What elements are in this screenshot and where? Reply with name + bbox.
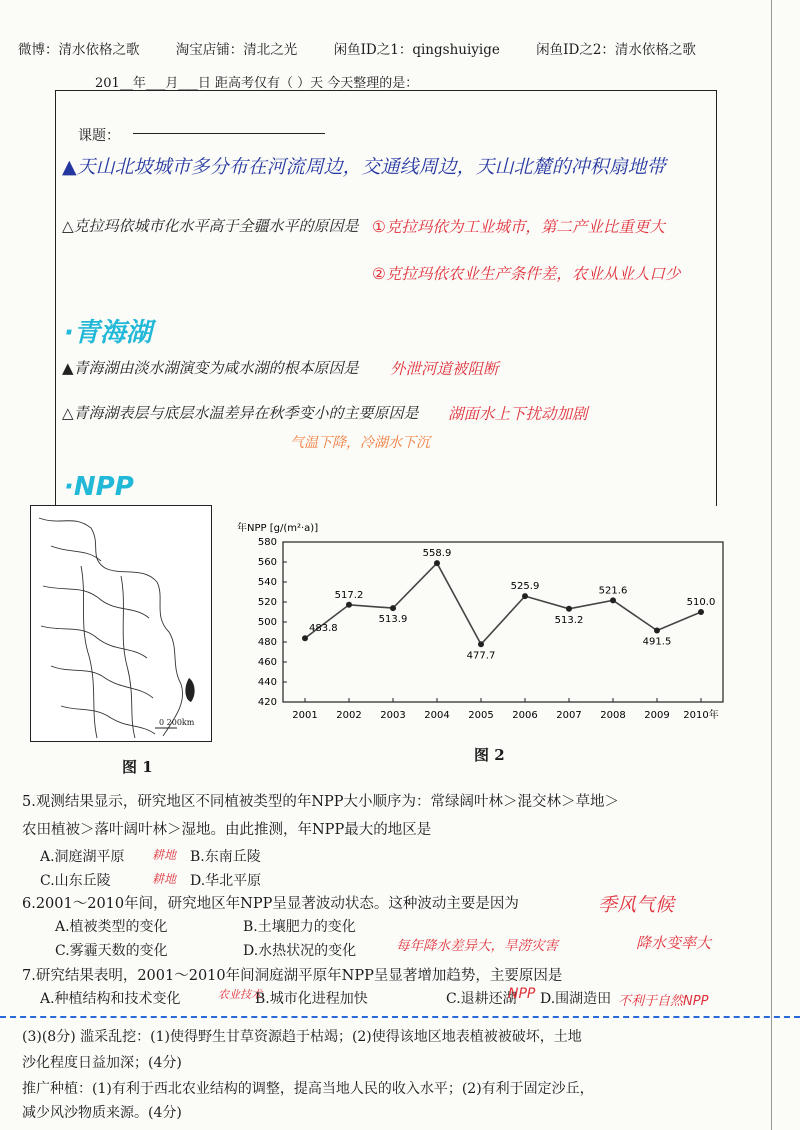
data-label: 558.9 (422, 548, 452, 560)
q5-option-d: D.华北平原 (190, 873, 262, 889)
y-tick-label: 560 (257, 557, 277, 568)
data-label: 513.9 (378, 614, 408, 626)
q7-option-d: D.围湖造田 (540, 991, 612, 1007)
data-point (478, 641, 484, 647)
data-point (302, 635, 308, 641)
note-kelamayi-answer-1: ①克拉玛依为工业城市，第二产业比重更大 (372, 218, 665, 236)
q6-option-d: D.水热状况的变化 (243, 943, 357, 959)
y-tick-label: 580 (257, 537, 277, 548)
x-tick-label: 2002 (336, 710, 362, 721)
q6-option-a: A.植被类型的变化 (55, 919, 168, 935)
chart-series-line (305, 563, 701, 644)
figure-1-label: 图 1 (122, 758, 153, 776)
chart-plot-area (283, 542, 723, 702)
q5-option-b: B.东南丘陵 (190, 849, 261, 865)
x-tick-label: 2005 (468, 710, 494, 721)
q7-note-1: 农业技术 (218, 988, 262, 1001)
q6-option-c: C.雾霾天数的变化 (55, 943, 168, 959)
x-tick-label: 2003 (380, 710, 406, 721)
note-qinghai-question-2: △青海湖表层与底层水温差异在秋季变小的主要原因是 (62, 404, 419, 422)
data-point (610, 597, 616, 603)
data-label: 521.6 (598, 585, 628, 597)
q7-option-b: B.城市化进程加快 (255, 991, 368, 1007)
x-tick-label: 2007 (556, 710, 582, 721)
note-qinghai-title: ·青海湖 (64, 318, 152, 348)
note-tianshan: ▲天山北坡城市多分布在河流周边，交通线周边，天山北麓的冲积扇地带 (62, 156, 666, 178)
note-qinghai-answer-2: 湖面水上下扰动加剧 (448, 405, 588, 423)
q5-option-c: C.山东丘陵 (40, 873, 111, 889)
page-edge (771, 0, 772, 1130)
data-label: 491.5 (642, 636, 672, 648)
y-tick-label: 440 (257, 677, 277, 688)
q5-note-a: 耕地 (152, 848, 177, 862)
x-tick-label: 2008 (600, 710, 626, 721)
note-npp-title: ·NPP (64, 472, 134, 502)
q6-note-3: 降水变率大 (636, 934, 712, 952)
y-tick-label: 520 (257, 597, 277, 608)
answer-4-line-2: 减少风沙物质来源。(4分) (22, 1105, 182, 1121)
answer-3-line-1: (3)(8分) 滥采乱挖：(1)使得野生甘草资源趋于枯竭；(2)使得该地区地表植被被破坏，土地 (22, 1029, 582, 1045)
date-line: 201__年___月___日 距高考仅有（ ）天 今天整理的是： (95, 76, 419, 91)
question-5-line-2: 农田植被＞落叶阔叶林＞湿地。由此推测，年NPP最大的地区是 (22, 822, 432, 838)
x-tick-label: 2006 (512, 710, 538, 721)
x-tick-label: 2010年 (683, 710, 719, 721)
q7-note-3: 不利于自然NPP (618, 994, 709, 1009)
figure-1-map (30, 505, 212, 742)
lesson-label: 课题： (78, 128, 120, 144)
note-kelamayi-question: △克拉玛依城市化水平高于全疆水平的原因是 (62, 217, 359, 235)
data-label: 510.0 (686, 597, 716, 608)
data-point (390, 605, 396, 611)
map-scale: 0 200km (159, 718, 195, 727)
answer-3-line-2: 沙化程度日益加深；(4分) (22, 1055, 182, 1071)
header-line (18, 38, 728, 58)
question-5-line-1: 5.观测结果显示，研究地区不同植被类型的年NPP大小顺序为：常绿阔叶林＞混交林＞草地＞ (22, 794, 620, 810)
map-drawing (31, 506, 211, 741)
data-point (566, 606, 572, 612)
q5-note-c: 耕地 (152, 872, 177, 886)
x-tick-label: 2001 (292, 710, 318, 721)
data-label: 513.2 (554, 614, 584, 626)
y-tick-label: 540 (257, 577, 277, 588)
y-tick-label: 480 (257, 637, 277, 648)
note-kelamayi-answer-2: ②克拉玛依农业生产条件差，农业从业人口少 (372, 265, 681, 283)
data-label: 477.7 (466, 650, 496, 662)
x-tick-label: 2009 (644, 710, 670, 721)
figure-2-label: 图 2 (474, 746, 505, 764)
note-qinghai-answer-3: 气温下降，冷湖水下沉 (290, 435, 430, 451)
taobao-text: 淘宝店铺：清北之光 (175, 42, 298, 58)
data-point (346, 602, 352, 608)
answer-4-line-1: 推广种植：(1)有利于西北农业结构的调整，提高当地人民的收入水平；(2)有利于固定沙丘， (22, 1081, 594, 1097)
y-tick-label: 420 (257, 697, 277, 708)
data-point (434, 560, 440, 566)
q5-option-a: A.洞庭湖平原 (40, 849, 125, 865)
data-label: 525.9 (510, 581, 540, 593)
chart-ylabel: 年NPP [g/(m²·a)] (237, 523, 319, 534)
data-point (654, 628, 660, 634)
cut-line (0, 1016, 800, 1018)
data-label: 483.8 (309, 623, 338, 635)
y-tick-label: 500 (257, 617, 277, 628)
figure-2-chart (235, 520, 740, 735)
question-6: 6.2001～2010年间，研究地区年NPP呈显著波动状态。这种波动主要是因为 (22, 896, 519, 912)
q6-note-1: 季风气候 (598, 894, 675, 916)
question-7: 7.研究结果表明，2001～2010年间洞庭湖平原年NPP呈显著增加趋势，主要原因是 (22, 968, 563, 984)
lesson-underline (133, 133, 325, 134)
note-qinghai-answer-1: 外泄河道被阻断 (390, 360, 499, 378)
weibo-text: 微博：清水依格之歌 (18, 42, 140, 58)
y-tick-label: 460 (257, 657, 277, 668)
x-tick-label: 2004 (424, 710, 450, 721)
npp-line-chart (235, 520, 740, 735)
data-point (698, 609, 704, 615)
q7-option-a: A.种植结构和技术变化 (40, 991, 181, 1007)
q6-option-b: B.土壤肥力的变化 (243, 919, 356, 935)
xianyu2-text: 闲鱼ID之2：清水依格之歌 (536, 42, 696, 58)
q7-note-2: NPP (508, 986, 536, 1002)
q7-option-c: C.退耕还湖 (446, 991, 517, 1007)
q6-note-2: 每年降水差异大，旱涝灾害 (396, 938, 558, 954)
taiwan-island (185, 678, 194, 702)
data-point (522, 593, 528, 599)
data-label: 517.2 (334, 589, 364, 601)
note-qinghai-question-1: ▲青海湖由淡水湖演变为咸水湖的根本原因是 (62, 359, 359, 377)
xianyu1-text: 闲鱼ID之1：qingshuiyige (333, 42, 500, 58)
